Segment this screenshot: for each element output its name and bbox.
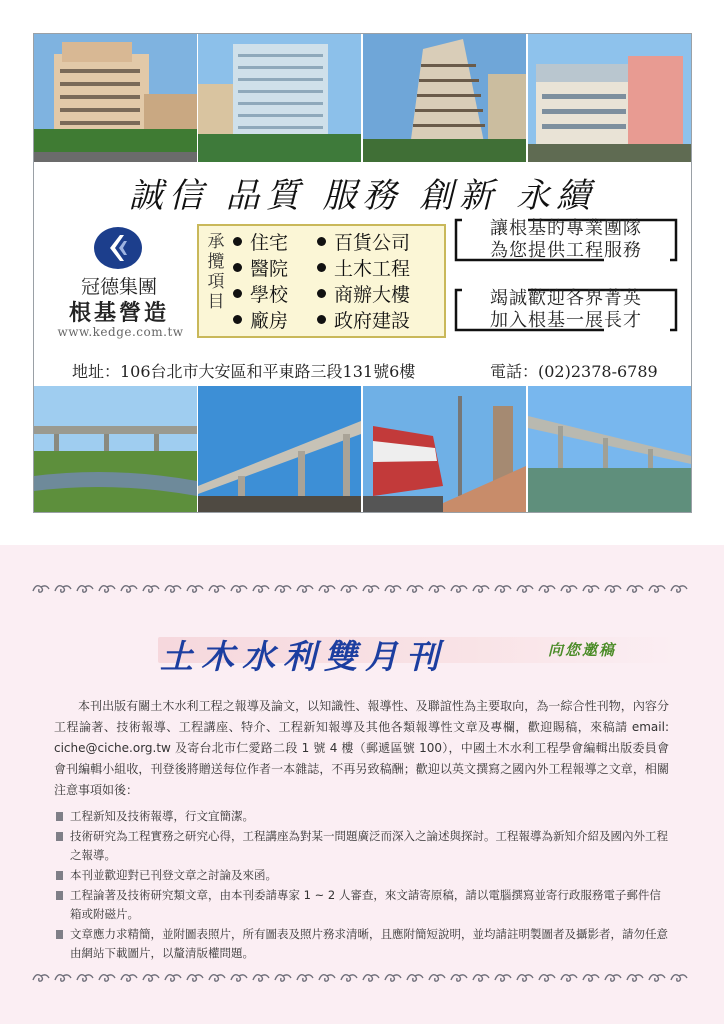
service-item: 政府建設 <box>317 309 437 333</box>
company-address: 地址：106台北市大安區和平東路三段131號6樓 <box>72 362 416 381</box>
photo-train-station <box>363 386 526 512</box>
service-item: 廠房 <box>233 309 317 333</box>
bullet-icon <box>317 289 326 298</box>
square-bullet-icon <box>56 891 63 900</box>
service-item: 住宅 <box>233 231 317 255</box>
company-advertisement <box>33 33 692 513</box>
intro-paragraph: 本刊出版有關土木水利工程之報導及論文，以知識性、報導性、及聯誼性為主要取向，為一綜合性刊物，內容分工程論著、技術報導、工程講座、特介、工程新知報導及其他各類報導性文章及專欄，歡迎賜稿，來稿請 email: ciche@ciche.org.tw 及寄台北市仁愛路二段 1 號 4 樓（郵遞區號 100），中國土木水利工程學會編輯出版委員會會刊編輯小組收，刊登後將贈送每位作者一本雜誌，不再另致稿酬；歡迎以英文撰寫之國內外工程報導之文章，相關注意事項如後： <box>54 699 669 797</box>
list-item: 工程論著及技術研究類文章，由本刊委請專家 1 ~ 2 人審查，來文請寄原稿，請以電腦撰寫並寄行政服務電子郵件信箱或附磁片。 <box>54 886 669 924</box>
decorative-border-top <box>30 580 692 596</box>
kedge-logo-icon <box>94 227 142 269</box>
company-phone: 電話：(02)2378-6789 <box>490 362 658 381</box>
slogan-service <box>454 218 678 262</box>
flourish-icon <box>30 580 692 596</box>
square-bullet-icon <box>56 832 63 841</box>
submission-notes <box>54 807 669 964</box>
bullet-icon <box>317 237 326 246</box>
slogan-line: 加入根基一展長才 <box>490 310 642 331</box>
bullet-icon <box>233 315 242 324</box>
service-item: 醫院 <box>233 257 317 281</box>
bullet-icon <box>233 237 242 246</box>
photo-department-store <box>528 34 691 162</box>
services-list <box>233 231 438 333</box>
photo-river-bridge <box>34 386 197 512</box>
services-box <box>197 224 446 338</box>
photo-office-tower <box>198 34 361 162</box>
magazine-title: 土木水利雙月刊 <box>160 637 447 676</box>
bullet-icon <box>233 263 242 272</box>
service-item: 商辦大樓 <box>317 283 437 307</box>
services-label: 承攬項目 <box>207 232 225 312</box>
slogan-line: 竭誠歡迎各界菁英 <box>490 288 642 309</box>
photo-long-bridge <box>528 386 691 512</box>
group-name: 冠德集團 <box>80 276 157 298</box>
slogan-line: 為您提供工程服務 <box>490 240 642 261</box>
company-name: 根基營造 <box>68 300 169 326</box>
bullet-icon <box>233 289 242 298</box>
list-item: 本刊並歡迎對已刊登文章之討論及來函。 <box>54 866 669 885</box>
contact-line <box>72 359 672 382</box>
list-item: 技術研究為工程實務之研究心得，工程講座為對某一問題廣泛而深入之論述與探討。工程報導為新知介紹及國內外工程之報導。 <box>54 827 669 865</box>
slogan-recruit <box>454 288 678 332</box>
square-bullet-icon <box>56 812 63 821</box>
company-motto: 誠信 品質 服務 創新 永續 <box>128 176 597 216</box>
service-item: 百貨公司 <box>317 231 437 255</box>
square-bullet-icon <box>56 930 63 939</box>
photo-hospital-building <box>34 34 197 162</box>
service-item: 土木工程 <box>317 257 437 281</box>
service-item: 學校 <box>233 283 317 307</box>
photo-residential-tower <box>363 34 526 162</box>
list-item: 工程新知及技術報導，行文宜簡潔。 <box>54 807 669 826</box>
bullet-icon <box>317 263 326 272</box>
photo-highway-viaduct <box>198 386 361 512</box>
call-for-papers-section <box>0 545 724 1024</box>
company-website[interactable]: www.kedge.com.tw <box>57 325 184 339</box>
slogan-line: 讓根基的專業團隊 <box>490 218 642 239</box>
square-bullet-icon <box>56 871 63 880</box>
flourish-icon <box>30 969 692 985</box>
bullet-icon <box>317 315 326 324</box>
decorative-border-bottom <box>30 969 692 985</box>
invite-tagline: 向您邀稿 <box>548 641 617 659</box>
list-item: 文章應力求精簡，並附圖表照片，所有圖表及照片務求清晰，且應附簡短說明，並均請註明製圖者及攝影者，請勿任意由網站下載圖片，以釐清版權問題。 <box>54 925 669 963</box>
